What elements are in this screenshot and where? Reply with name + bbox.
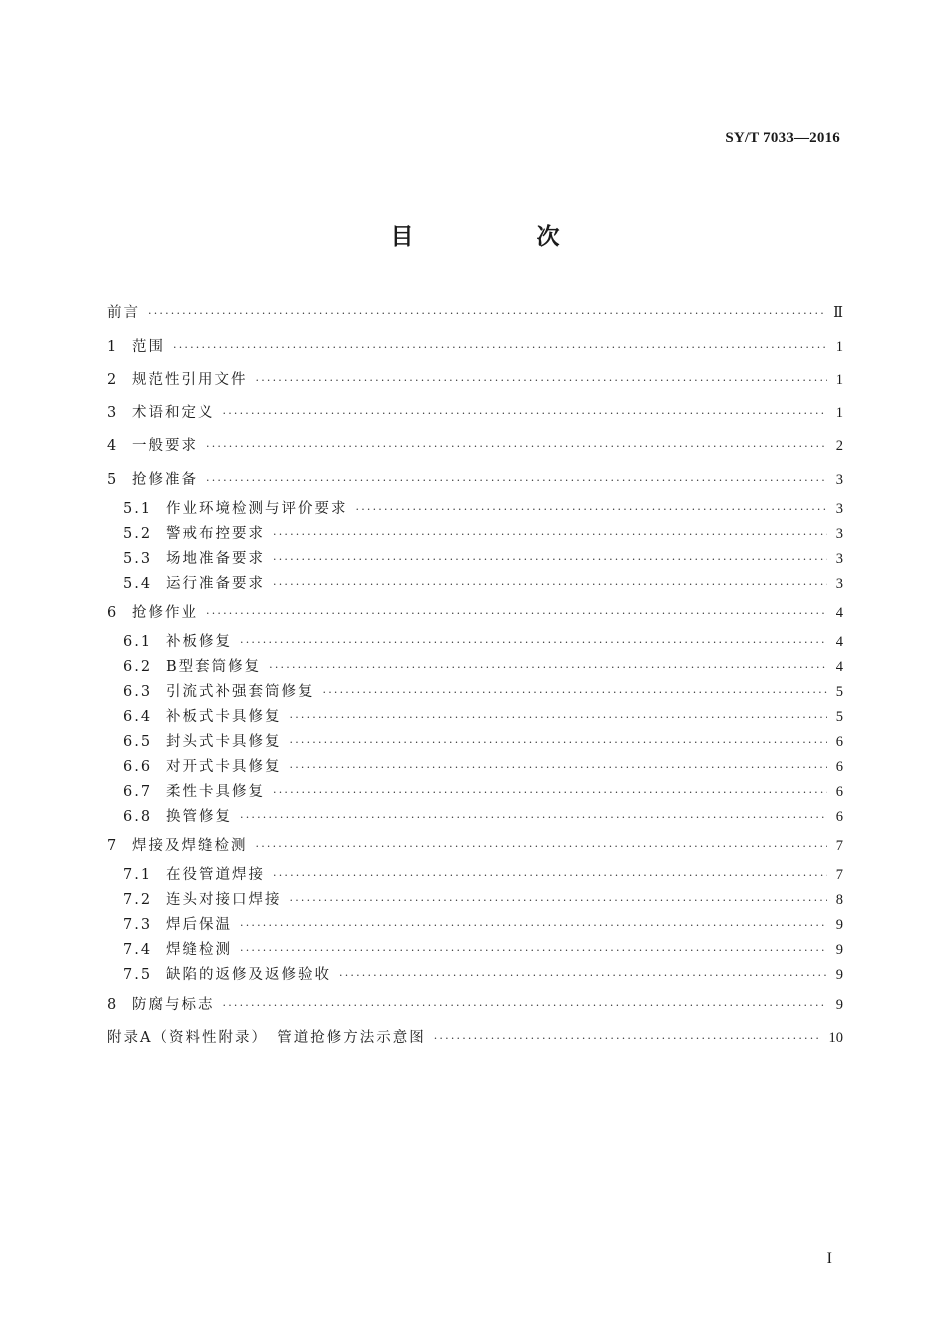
toc-dot-leader: [173, 337, 827, 359]
toc-entry-label: 在役管道焊接: [166, 867, 265, 883]
toc-entry-page: 4: [835, 605, 843, 621]
toc-entry-number: 7.3: [123, 917, 153, 933]
toc-entry-number: 6.4: [123, 709, 153, 725]
toc-entry-page: 9: [835, 942, 843, 958]
toc-entry-page: 6: [835, 734, 843, 750]
toc-dot-leader: [323, 682, 828, 704]
toc-entry[interactable]: [107, 469, 843, 491]
toc-dot-leader: [206, 436, 827, 458]
toc-entry[interactable]: [123, 914, 843, 936]
toc-entry-number: 5: [107, 472, 119, 488]
toc-entry-number: 6.1: [123, 634, 153, 650]
toc-entry-number: 6.2: [123, 659, 153, 675]
toc-entry-number: 7.4: [123, 942, 153, 958]
toc-dot-leader: [256, 370, 828, 392]
toc-entry-page: 9: [835, 997, 843, 1013]
toc-dot-leader: [290, 757, 828, 779]
toc-entry-page: 6: [835, 809, 843, 825]
toc-entry-number: 6.8: [123, 809, 153, 825]
toc-entry-label: 术语和定义: [132, 405, 215, 421]
toc-entry-label: 柔性卡具修复: [166, 784, 265, 800]
toc-entry-page: 3: [835, 551, 843, 567]
standard-code: SY/T 7033—2016: [725, 130, 840, 146]
toc-entry[interactable]: [123, 631, 843, 653]
toc-dot-leader: [290, 732, 828, 754]
toc-entry-number: 2: [107, 372, 119, 388]
toc-entry-page: 8: [835, 892, 843, 908]
toc-entry-label: 焊后保温: [166, 917, 232, 933]
toc-entry[interactable]: [123, 964, 843, 986]
toc-entry[interactable]: [107, 994, 843, 1016]
toc-dot-leader: [273, 524, 827, 546]
toc-entry-label: 范围: [132, 339, 165, 355]
toc-dot-leader: [356, 499, 828, 521]
toc-dot-leader: [240, 632, 827, 654]
toc-dot-leader: [273, 549, 827, 571]
toc-entry-number: 4: [107, 438, 119, 454]
toc-entry-label: 抢修作业: [132, 605, 198, 621]
toc-entry-label: 换管修复: [166, 809, 232, 825]
toc-entry-number: 6: [107, 605, 119, 621]
toc-entry-label: 运行准备要求: [166, 576, 265, 592]
toc-dot-leader: [273, 574, 827, 596]
toc-entry-page: 3: [835, 501, 843, 517]
toc-entry-number: 6.7: [123, 784, 153, 800]
toc-dot-leader: [256, 836, 828, 858]
toc-dot-leader: [240, 940, 827, 962]
toc-entry-page: 7: [835, 838, 843, 854]
toc-entry-label: 防腐与标志: [132, 997, 215, 1013]
toc-entry[interactable]: [123, 548, 843, 570]
toc-entry[interactable]: [123, 781, 843, 803]
toc-entry-page: 1: [835, 372, 843, 388]
toc-entry[interactable]: [107, 435, 843, 457]
toc-dot-leader: [273, 782, 827, 804]
toc-entry[interactable]: [123, 731, 843, 753]
toc-entry-label: 场地准备要求: [166, 551, 265, 567]
toc-entry-number: 3: [107, 405, 119, 421]
toc-dot-leader: [273, 865, 827, 887]
toc-dot-leader: [240, 915, 827, 937]
toc-dot-leader: [339, 965, 827, 987]
toc-entry-label: 前言: [107, 305, 140, 321]
toc-entry[interactable]: [123, 523, 843, 545]
toc-entry-label: 补板式卡具修复: [166, 709, 282, 725]
toc-entry-number: 6.5: [123, 734, 153, 750]
toc-dot-leader: [223, 995, 828, 1017]
toc-entry-page: 10: [828, 1030, 843, 1046]
toc-entry-label: 一般要求: [132, 438, 198, 454]
toc-entry-number: 5.1: [123, 501, 153, 517]
toc-dot-leader: [290, 890, 828, 912]
toc-entry-page: 3: [835, 576, 843, 592]
toc-dot-leader: [434, 1028, 821, 1050]
toc-entry-label: 对开式卡具修复: [166, 759, 282, 775]
toc-dot-leader: [206, 603, 827, 625]
toc-entry[interactable]: [107, 835, 843, 857]
toc-entry-page: 3: [835, 472, 843, 488]
toc-entry-label: 附录A（资料性附录） 管道抢修方法示意图: [107, 1030, 426, 1046]
toc-entry[interactable]: [107, 1027, 843, 1049]
toc-entry[interactable]: [107, 402, 843, 424]
toc-dot-leader: [290, 707, 828, 729]
toc-entry-page: 1: [835, 405, 843, 421]
toc-entry-label: 警戒布控要求: [166, 526, 265, 542]
toc-entry-number: 5.4: [123, 576, 153, 592]
toc-entry-page: Ⅱ: [833, 305, 843, 321]
toc-entry-page: 4: [835, 634, 843, 650]
toc-entry[interactable]: [107, 369, 843, 391]
toc-entry[interactable]: [107, 602, 843, 624]
toc-entry[interactable]: [123, 498, 843, 520]
toc-dot-leader: [269, 657, 827, 679]
toc-entry[interactable]: [107, 302, 843, 324]
toc-entry-label: 封头式卡具修复: [166, 734, 282, 750]
toc-entry[interactable]: [107, 336, 843, 358]
toc-entry-label: 焊缝检测: [166, 942, 232, 958]
toc-entry[interactable]: [123, 864, 843, 886]
toc-entry[interactable]: [123, 573, 843, 595]
toc-entry-label: 焊接及焊缝检测: [132, 838, 248, 854]
toc-entry[interactable]: [123, 681, 843, 703]
toc-entry-number: 7.1: [123, 867, 153, 883]
toc-entry-page: 5: [835, 684, 843, 700]
toc-entry-number: 1: [107, 339, 119, 355]
toc-entry-label: 缺陷的返修及返修验收: [166, 967, 331, 983]
toc-entry[interactable]: [123, 756, 843, 778]
toc-entry-number: 6.3: [123, 684, 153, 700]
toc-dot-leader: [206, 470, 827, 492]
toc-dot-leader: [223, 403, 828, 425]
toc-entry[interactable]: [123, 656, 843, 678]
toc-entry-page: 9: [835, 967, 843, 983]
toc-entry-label: 抢修准备: [132, 472, 198, 488]
toc-entry-page: 5: [835, 709, 843, 725]
toc-entry[interactable]: [123, 706, 843, 728]
toc-dot-leader: [240, 807, 827, 829]
page-title: 目 次: [390, 224, 610, 250]
toc-entry-label: B型套筒修复: [166, 659, 262, 675]
toc-entry-page: 6: [835, 784, 843, 800]
toc-entry[interactable]: [123, 889, 843, 911]
toc-entry-page: 3: [835, 526, 843, 542]
toc-entry-page: 1: [835, 339, 843, 355]
toc-entry-label: 作业环境检测与评价要求: [166, 501, 348, 517]
toc-entry-number: 5.2: [123, 526, 153, 542]
toc-entry-label: 规范性引用文件: [132, 372, 248, 388]
toc-entry-label: 连头对接口焊接: [166, 892, 282, 908]
page-number: I: [826, 1250, 832, 1267]
toc-entry-number: 7: [107, 838, 119, 854]
toc-entry-page: 4: [835, 659, 843, 675]
toc-entry-page: 2: [835, 438, 843, 454]
toc-entry-number: 5.3: [123, 551, 153, 567]
toc-entry-page: 7: [835, 867, 843, 883]
toc-dot-leader: [148, 303, 825, 325]
toc-entry[interactable]: [123, 939, 843, 961]
toc-entry-label: 补板修复: [166, 634, 232, 650]
toc-entry-number: 6.6: [123, 759, 153, 775]
toc-entry-number: 8: [107, 997, 119, 1013]
toc-entry-label: 引流式补强套筒修复: [166, 684, 315, 700]
toc-entry-number: 7.2: [123, 892, 153, 908]
toc-entry-page: 6: [835, 759, 843, 775]
toc-entry[interactable]: [123, 806, 843, 828]
toc-entry-number: 7.5: [123, 967, 153, 983]
toc-entry-page: 9: [835, 917, 843, 933]
